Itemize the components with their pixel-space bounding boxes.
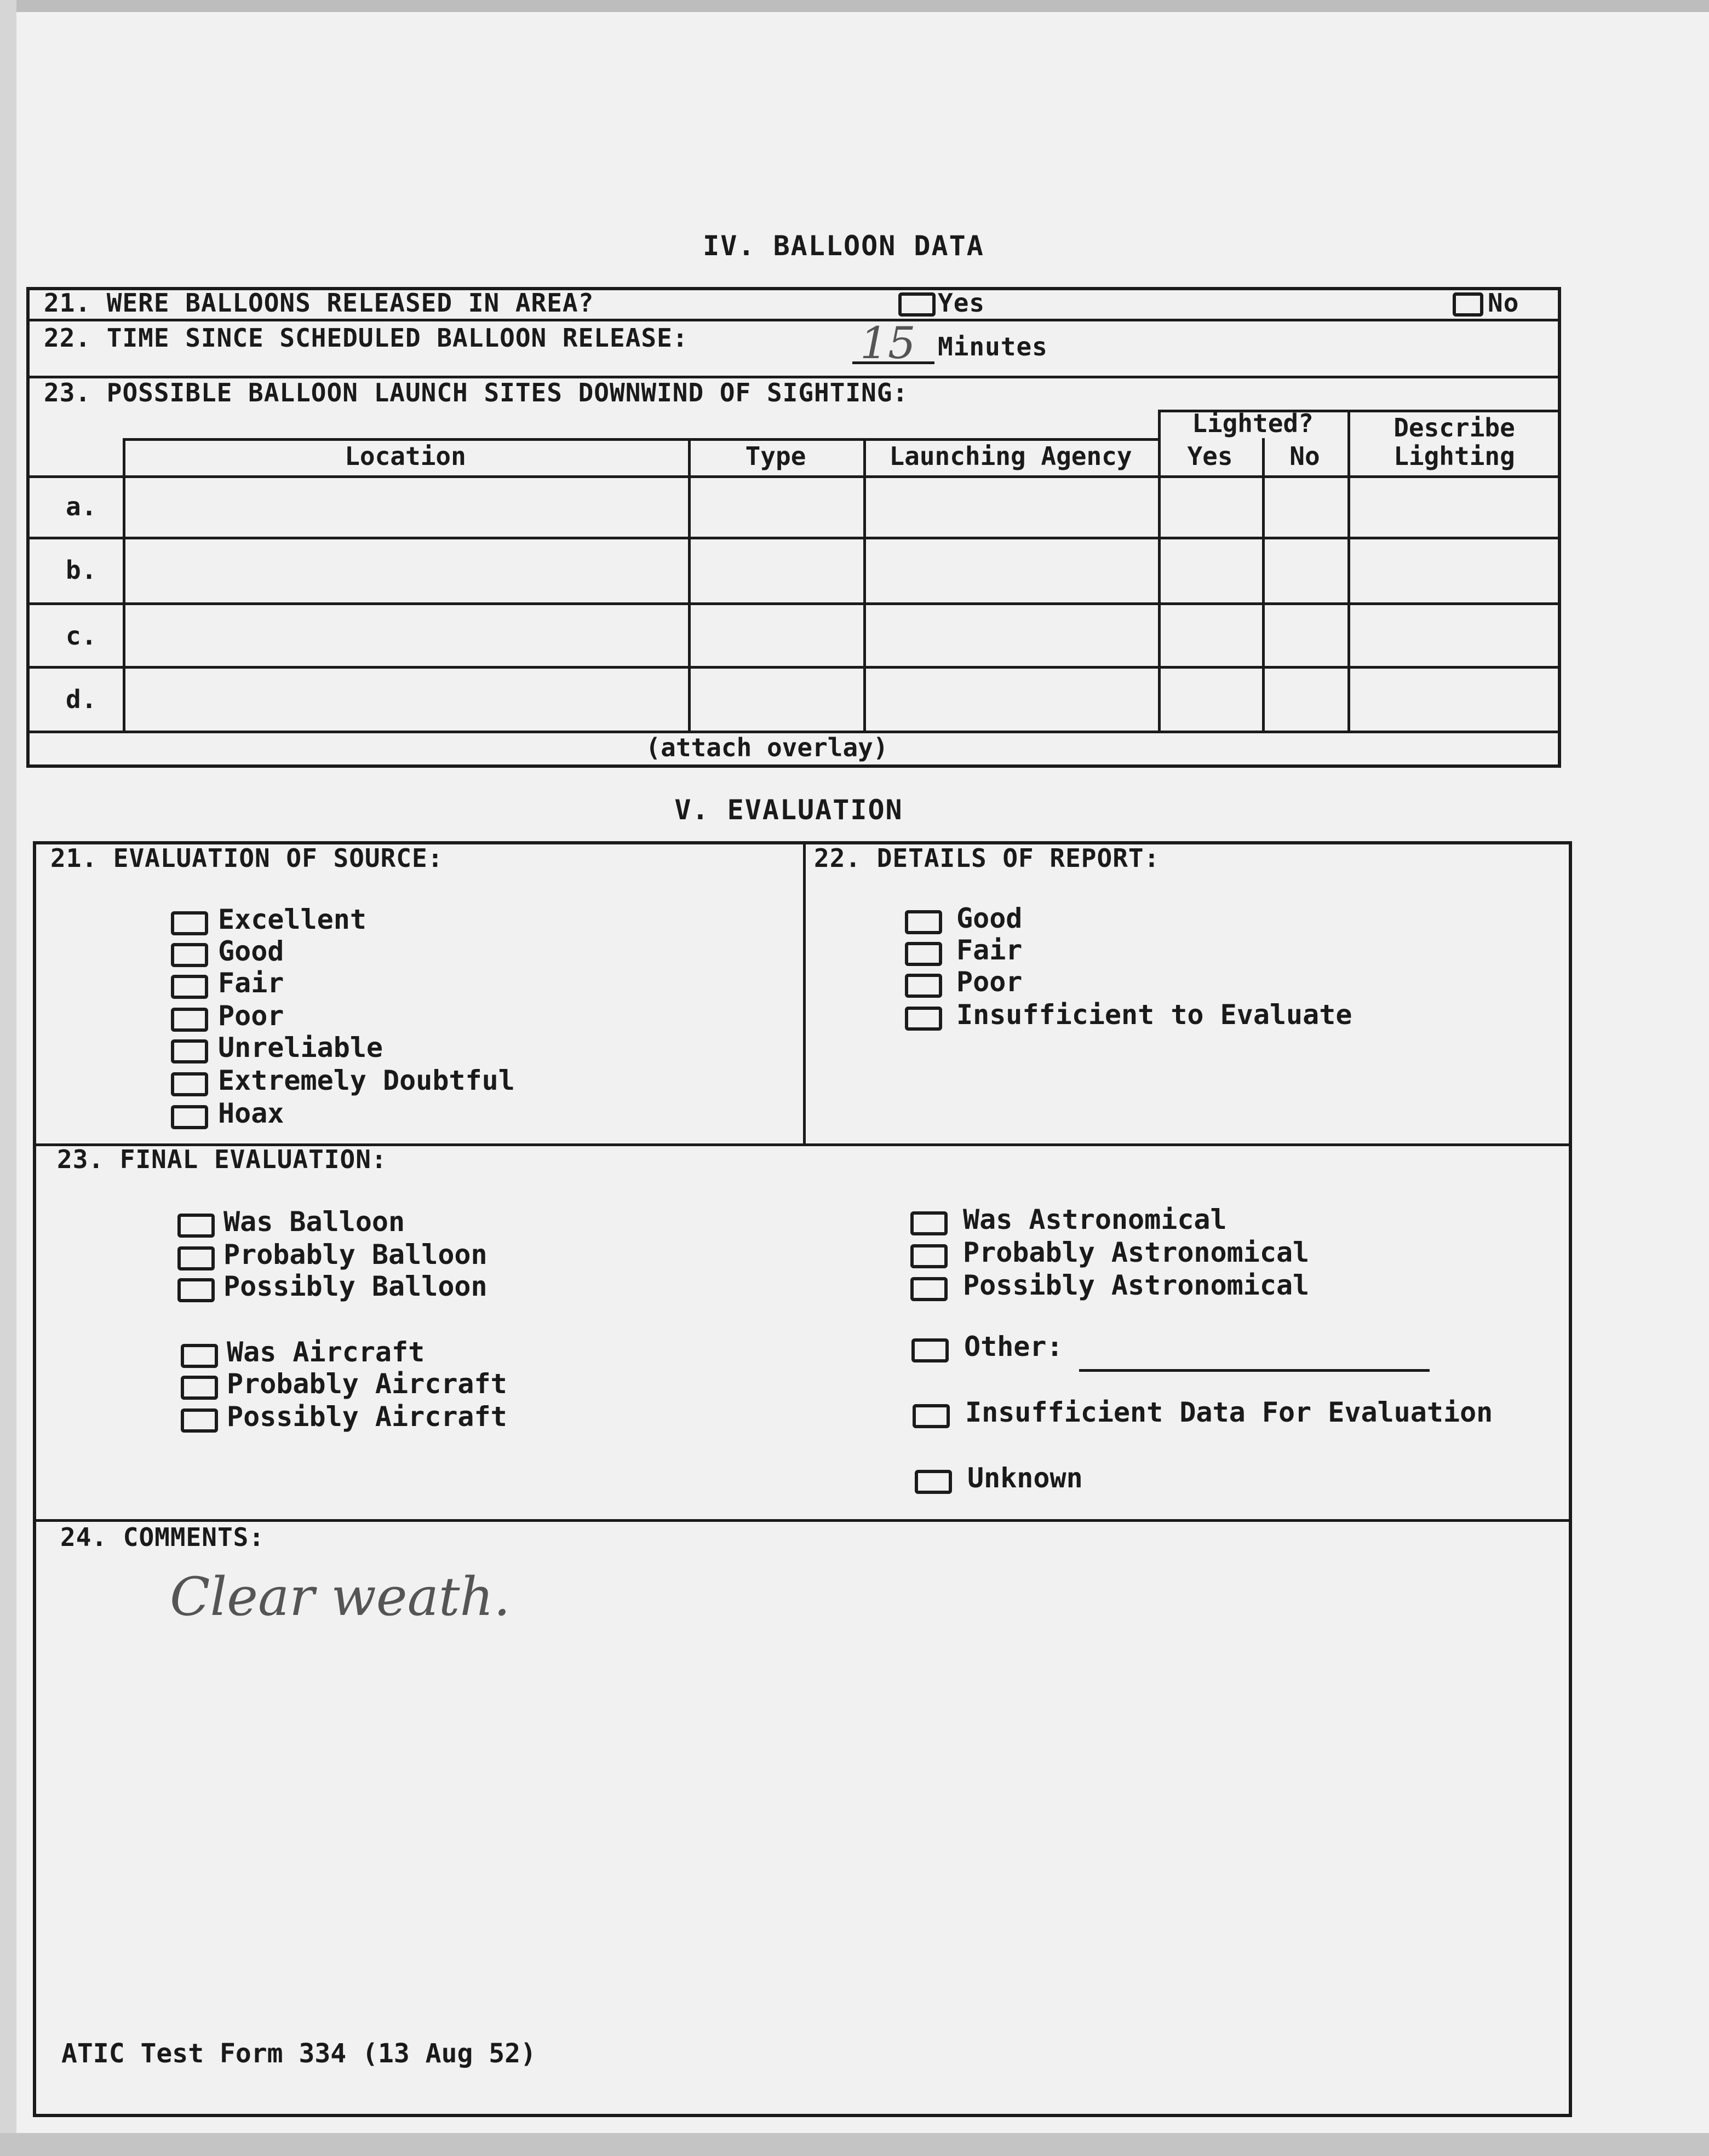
col-describe-lighting: Lighting	[1393, 441, 1515, 471]
source-excellent-checkbox[interactable]	[171, 911, 208, 935]
was-astronomical-checkbox[interactable]	[910, 1211, 948, 1235]
source-hoax-checkbox[interactable]	[171, 1105, 208, 1129]
comments-handwritten[interactable]: Clear weath.	[170, 1566, 511, 1628]
scan-edge-top	[0, 0, 1709, 12]
was-balloon-label: Was Balloon	[223, 1206, 405, 1238]
q23-label: 23. POSSIBLE BALLOON LAUNCH SITES DOWNWIND OF SIGHTING:	[44, 378, 909, 407]
report-details-label: 22. DETAILS OF REPORT:	[814, 843, 1160, 873]
details-poor-label: Poor	[956, 966, 1023, 998]
possibly-balloon-label: Possibly Balloon	[223, 1270, 488, 1302]
col-lighted-no: No	[1289, 441, 1320, 471]
possibly-aircraft-label: Possibly Aircraft	[227, 1401, 507, 1433]
form-footer: ATIC Test Form 334 (13 Aug 52)	[61, 2038, 536, 2069]
evaluation-section-title: V. EVALUATION	[674, 794, 903, 826]
insufficient-data-label: Insufficient Data For Evaluation	[965, 1396, 1493, 1428]
insufficient-data-checkbox[interactable]	[913, 1404, 950, 1428]
unknown-label: Unknown	[967, 1462, 1083, 1494]
probably-astronomical-label: Probably Astronomical	[963, 1237, 1310, 1268]
q21-no-checkbox[interactable]	[1453, 292, 1483, 317]
col-launching-agency: Launching Agency	[889, 441, 1132, 471]
unknown-checkbox[interactable]	[915, 1470, 952, 1494]
probably-astronomical-checkbox[interactable]	[910, 1244, 948, 1268]
source-good-checkbox[interactable]	[171, 943, 208, 967]
possibly-aircraft-checkbox[interactable]	[181, 1408, 218, 1433]
q21-yes-checkbox[interactable]	[898, 292, 936, 317]
balloon-section-title: IV. BALLOON DATA	[703, 230, 984, 262]
q22-unit: Minutes	[938, 332, 1048, 361]
col-lighted: Lighted?	[1192, 409, 1314, 438]
source-unreliable-label: Unreliable	[218, 1032, 383, 1063]
final-eval-label: 23. FINAL EVALUATION:	[57, 1145, 387, 1174]
table-rule	[863, 438, 866, 731]
scan-edge-bottom	[0, 2133, 1709, 2156]
attach-overlay-note: (attach overlay)	[645, 733, 888, 762]
divider	[33, 1519, 1572, 1522]
table-rule	[688, 438, 691, 731]
was-aircraft-checkbox[interactable]	[181, 1344, 218, 1368]
was-balloon-checkbox[interactable]	[177, 1214, 215, 1238]
balloon-data-box	[26, 287, 1561, 768]
col-describe-lighting: Describe	[1393, 413, 1515, 442]
details-insufficient-checkbox[interactable]	[905, 1007, 942, 1031]
source-excellent-label: Excellent	[218, 904, 366, 935]
row-label-b: b.	[66, 555, 98, 585]
row-label-d: d.	[66, 685, 98, 714]
source-poor-label: Poor	[218, 1000, 284, 1032]
source-hoax-label: Hoax	[218, 1097, 284, 1129]
probably-aircraft-label: Probably Aircraft	[227, 1368, 507, 1400]
possibly-astronomical-checkbox[interactable]	[910, 1277, 948, 1301]
source-fair-checkbox[interactable]	[171, 975, 208, 999]
details-good-checkbox[interactable]	[905, 910, 942, 934]
col-lighted-yes: Yes	[1187, 441, 1233, 471]
source-eval-label: 21. EVALUATION OF SOURCE:	[50, 843, 444, 873]
q22-minutes-field	[852, 361, 934, 364]
source-good-label: Good	[218, 935, 284, 967]
other-checkbox[interactable]	[911, 1338, 949, 1362]
details-fair-checkbox[interactable]	[905, 942, 942, 966]
other-text-field[interactable]	[1079, 1369, 1430, 1372]
source-poor-checkbox[interactable]	[171, 1008, 208, 1032]
source-unreliable-checkbox[interactable]	[171, 1039, 208, 1063]
details-poor-checkbox[interactable]	[905, 974, 942, 998]
divider	[803, 841, 806, 1145]
q22-minutes-value[interactable]: 15	[860, 318, 916, 369]
source-fair-label: Fair	[218, 967, 284, 999]
source-extremely-doubtful-label: Extremely Doubtful	[218, 1065, 515, 1096]
probably-balloon-checkbox[interactable]	[177, 1246, 215, 1270]
row-label-a: a.	[66, 492, 98, 521]
table-rule	[26, 602, 1561, 605]
was-astronomical-label: Was Astronomical	[963, 1204, 1227, 1235]
table-rule	[26, 666, 1561, 669]
possibly-astronomical-label: Possibly Astronomical	[963, 1269, 1310, 1301]
probably-aircraft-checkbox[interactable]	[181, 1376, 218, 1400]
details-fair-label: Fair	[956, 934, 1023, 966]
scan-edge-left	[0, 0, 16, 2156]
comments-label: 24. COMMENTS:	[60, 1522, 265, 1552]
divider	[26, 319, 1561, 321]
q21-yes-label: Yes	[938, 288, 985, 318]
details-good-label: Good	[956, 902, 1023, 934]
q21-label: 21. WERE BALLOONS RELEASED IN AREA?	[44, 288, 594, 318]
was-aircraft-label: Was Aircraft	[227, 1336, 425, 1368]
table-rule	[26, 537, 1561, 539]
probably-balloon-label: Probably Balloon	[223, 1239, 488, 1270]
row-label-c: c.	[66, 621, 98, 651]
source-extremely-doubtful-checkbox[interactable]	[171, 1072, 208, 1096]
table-rule	[123, 438, 1158, 441]
table-rule	[26, 475, 1561, 478]
q21-no-label: No	[1488, 288, 1519, 318]
col-location: Location	[345, 441, 466, 471]
other-label: Other:	[964, 1331, 1063, 1362]
table-rule	[1262, 438, 1265, 731]
q22-label: 22. TIME SINCE SCHEDULED BALLOON RELEASE:	[44, 323, 689, 353]
possibly-balloon-checkbox[interactable]	[177, 1278, 215, 1302]
details-insufficient-label: Insufficient to Evaluate	[956, 999, 1352, 1031]
col-type: Type	[745, 441, 806, 471]
table-rule	[123, 438, 125, 731]
